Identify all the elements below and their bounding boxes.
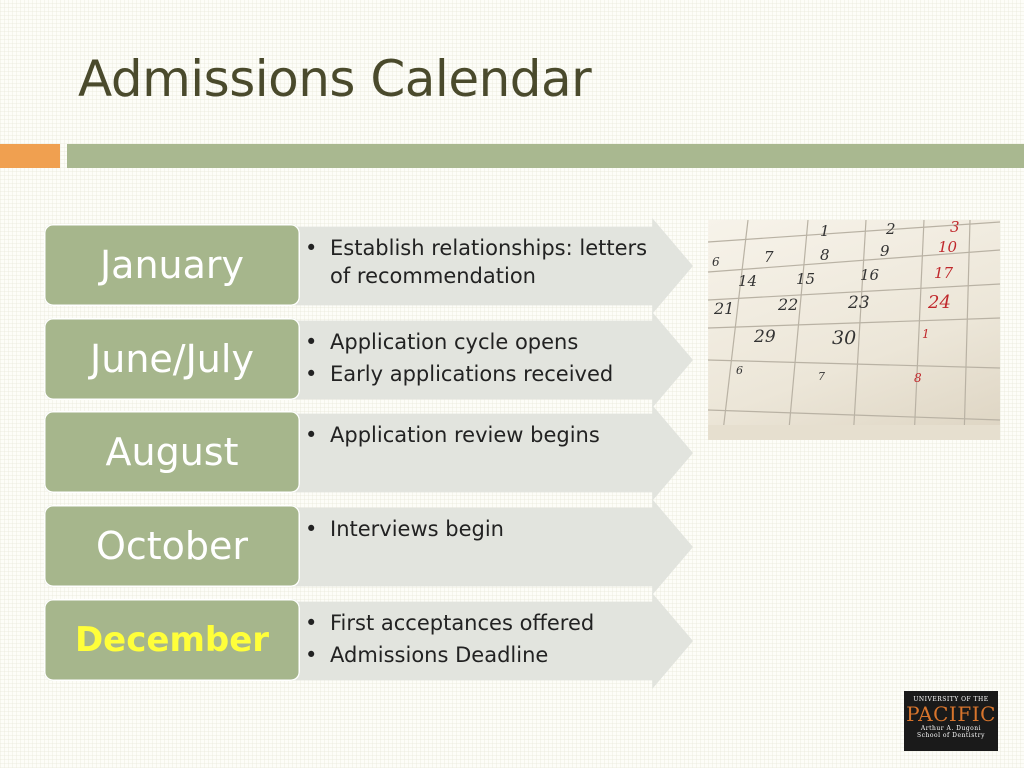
timeline-row-october <box>0 505 700 595</box>
event-list <box>303 234 673 294</box>
list-item: • Establish relationships: letters of recommendation <box>305 236 648 288</box>
list-item: • Interviews begin <box>305 517 504 541</box>
calendar-date: 3 <box>950 220 960 236</box>
calendar-date: 15 <box>796 270 816 288</box>
calendar-date: 24 <box>928 292 951 313</box>
event-list <box>303 421 673 453</box>
list-item: • First acceptances offered <box>305 611 595 635</box>
event-list <box>303 609 673 673</box>
timeline-row-june-july <box>0 318 700 408</box>
logo-line: Arthur A. Dugoni <box>920 725 982 732</box>
calendar-date: 6 <box>736 364 743 377</box>
timeline-row-december <box>0 599 700 689</box>
arrow-shape <box>285 499 693 595</box>
timeline-row-august <box>0 411 700 501</box>
event-list <box>303 328 673 392</box>
calendar-date: 17 <box>934 264 954 282</box>
calendar-date: 9 <box>880 242 890 260</box>
page-title: Admissions Calendar <box>78 50 592 108</box>
calendar-date: 30 <box>832 327 857 349</box>
calendar-date: 16 <box>860 266 880 284</box>
list-item: • Early applications received <box>305 362 614 386</box>
calendar-date: 14 <box>738 272 758 290</box>
calendar-date: 23 <box>848 293 870 313</box>
calendar-date: 8 <box>914 371 922 385</box>
month-label: August <box>44 411 300 493</box>
month-label: October <box>44 505 300 587</box>
list-item: • Application review begins <box>305 423 600 447</box>
calendar-date: 7 <box>818 370 825 383</box>
calendar-date: 10 <box>938 238 958 256</box>
month-label: June/July <box>44 318 300 400</box>
timeline-row-january <box>0 224 700 314</box>
list-item: • Application cycle opens <box>305 330 579 354</box>
calendar-date: 6 <box>712 255 720 269</box>
logo-line: UNIVERSITY OF THE <box>913 696 989 703</box>
calendar-grid-graphic <box>708 220 1000 440</box>
list-item: • Admissions Deadline <box>305 643 549 667</box>
logo-line: School of Dentistry <box>917 732 985 739</box>
arrow-shape <box>285 405 693 501</box>
calendar-date: 1 <box>820 222 830 240</box>
calendar-photo <box>708 220 1000 440</box>
calendar-date: 22 <box>778 295 799 314</box>
month-label: December <box>44 599 300 681</box>
calendar-date: 8 <box>820 246 830 264</box>
calendar-date: 7 <box>764 248 774 266</box>
calendar-date: 2 <box>886 220 896 238</box>
university-logo <box>904 691 998 751</box>
logo-wordmark: PACIFIC <box>906 702 996 726</box>
event-list <box>303 515 673 547</box>
calendar-date: 29 <box>754 327 776 347</box>
calendar-date: 21 <box>714 299 735 318</box>
month-label: January <box>44 224 300 306</box>
calendar-date: 1 <box>922 327 930 341</box>
